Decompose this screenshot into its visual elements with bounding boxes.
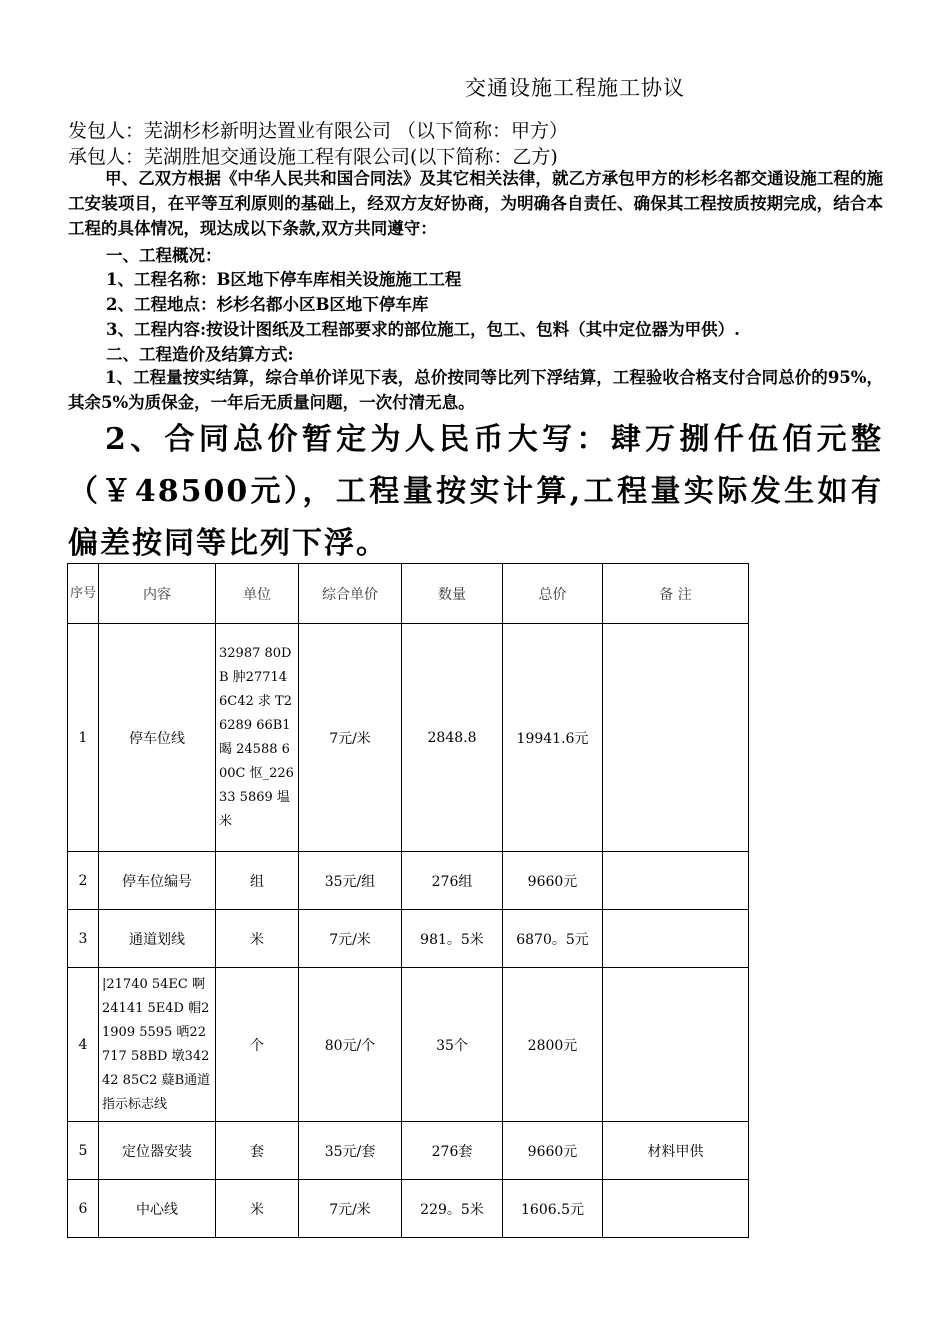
header-price: 综合单价 bbox=[299, 564, 402, 624]
row-price: 7元/米 bbox=[299, 910, 402, 968]
header-unit: 单位 bbox=[216, 564, 299, 624]
row-total: 19941.6元 bbox=[503, 624, 603, 852]
row-price: 80元/个 bbox=[299, 968, 402, 1122]
row-unit: 米 bbox=[216, 910, 299, 968]
row-note bbox=[603, 624, 749, 852]
row-content: 定位器安装 bbox=[99, 1122, 216, 1180]
row-total: 2800元 bbox=[503, 968, 603, 1122]
table-row bbox=[68, 1180, 749, 1238]
price-table bbox=[67, 563, 749, 1238]
row-content: |21740 54EC 啊24141 5E4D 帽21909 5595 哂22717 58BD 墩34242 85C2 薿B通道指示标志线 bbox=[99, 968, 216, 1122]
row-qty: 276套 bbox=[402, 1122, 503, 1180]
row-qty: 981。5米 bbox=[402, 910, 503, 968]
header-no: 序号 bbox=[68, 564, 99, 624]
row-note bbox=[603, 1180, 749, 1238]
row-qty: 229。5米 bbox=[402, 1180, 503, 1238]
header-qty: 数量 bbox=[402, 564, 503, 624]
row-total: 9660元 bbox=[503, 1122, 603, 1180]
header-note: 备 注 bbox=[603, 564, 749, 624]
section-2-heading: 二、工程造价及结算方式: bbox=[106, 345, 294, 364]
item-2: 2、工程地点：杉杉名都小区B区地下停车库 bbox=[106, 295, 429, 314]
header-total: 总价 bbox=[503, 564, 603, 624]
row-price: 35元/套 bbox=[299, 1122, 402, 1180]
table-row bbox=[68, 1122, 749, 1180]
row-price: 7元/米 bbox=[299, 624, 402, 852]
party-b-line: 承包人：芜湖胜旭交通设施工程有限公司(以下简称：乙方) bbox=[68, 146, 558, 168]
document-title: 交通设施工程施工协议 bbox=[465, 76, 685, 100]
row-qty: 2848.8 bbox=[402, 624, 503, 852]
row-unit: 套 bbox=[216, 1122, 299, 1180]
row-total: 1606.5元 bbox=[503, 1180, 603, 1238]
row-unit: 组 bbox=[216, 852, 299, 910]
row-price: 7元/米 bbox=[299, 1180, 402, 1238]
row-note bbox=[603, 968, 749, 1122]
party-a-line: 发包人：芜湖杉杉新明达置业有限公司 （以下简称：甲方） bbox=[68, 120, 569, 142]
table-row bbox=[68, 624, 749, 852]
table-row bbox=[68, 968, 749, 1122]
row-note bbox=[603, 910, 749, 968]
row-qty: 276组 bbox=[402, 852, 503, 910]
row-content: 停车位线 bbox=[99, 624, 216, 852]
row-no: 3 bbox=[68, 910, 99, 968]
row-unit: 米 bbox=[216, 1180, 299, 1238]
row-no: 2 bbox=[68, 852, 99, 910]
row-note bbox=[603, 852, 749, 910]
header-content: 内容 bbox=[99, 564, 216, 624]
row-content: 通道划线 bbox=[99, 910, 216, 968]
table-row bbox=[68, 852, 749, 910]
row-no: 1 bbox=[68, 624, 99, 852]
row-note: 材料甲供 bbox=[603, 1122, 749, 1180]
row-no: 6 bbox=[68, 1180, 99, 1238]
row-total: 6870。5元 bbox=[503, 910, 603, 968]
row-no: 5 bbox=[68, 1122, 99, 1180]
table-row bbox=[68, 910, 749, 968]
row-unit: 32987 80DB 肿27714 6C42 求 T26289 66B1 暍 24588 600C 怄_22633 5869 塭米 bbox=[216, 624, 299, 852]
section-1-heading: 一、工程概况： bbox=[106, 246, 222, 265]
row-price: 35元/组 bbox=[299, 852, 402, 910]
row-content: 中心线 bbox=[99, 1180, 216, 1238]
settlement-paragraph: 1、工程量按实结算，综合单价详见下表，总价按同等比列下浮结算，工程验收合格支付合同总价的95%，其余5%为质保金，一年后无质量问题，一次付清无息。 bbox=[68, 368, 883, 412]
intro-paragraph: 甲、乙双方根据《中华人民共和国合同法》及其它相关法律，就乙方承包甲方的杉杉名都交通设施工程的施工安装项目，在平等互利原则的基础上，经双方友好协商，为明确各自责任、确保其工程按质按期完成，结合本工程的具体情况，现达成以下条款,双方共同遵守： bbox=[68, 169, 883, 238]
row-no: 4 bbox=[68, 968, 99, 1122]
total-clause: 2、合同总价暂定为人民币大写：肆万捌仟伍佰元整（￥48500元），工程量按实计算,工程量实际发生如有偏差按同等比列下浮。 bbox=[68, 422, 883, 561]
table-header-row bbox=[68, 564, 749, 624]
row-content: 停车位编号 bbox=[99, 852, 216, 910]
item-1: 1、工程名称：B区地下停车库相关设施施工工程 bbox=[106, 270, 462, 289]
item-3: 3、工程内容:按设计图纸及工程部要求的部位施工，包工、包料（其中定位器为甲供）. bbox=[106, 320, 740, 339]
row-total: 9660元 bbox=[503, 852, 603, 910]
row-qty: 35个 bbox=[402, 968, 503, 1122]
row-unit: 个 bbox=[216, 968, 299, 1122]
